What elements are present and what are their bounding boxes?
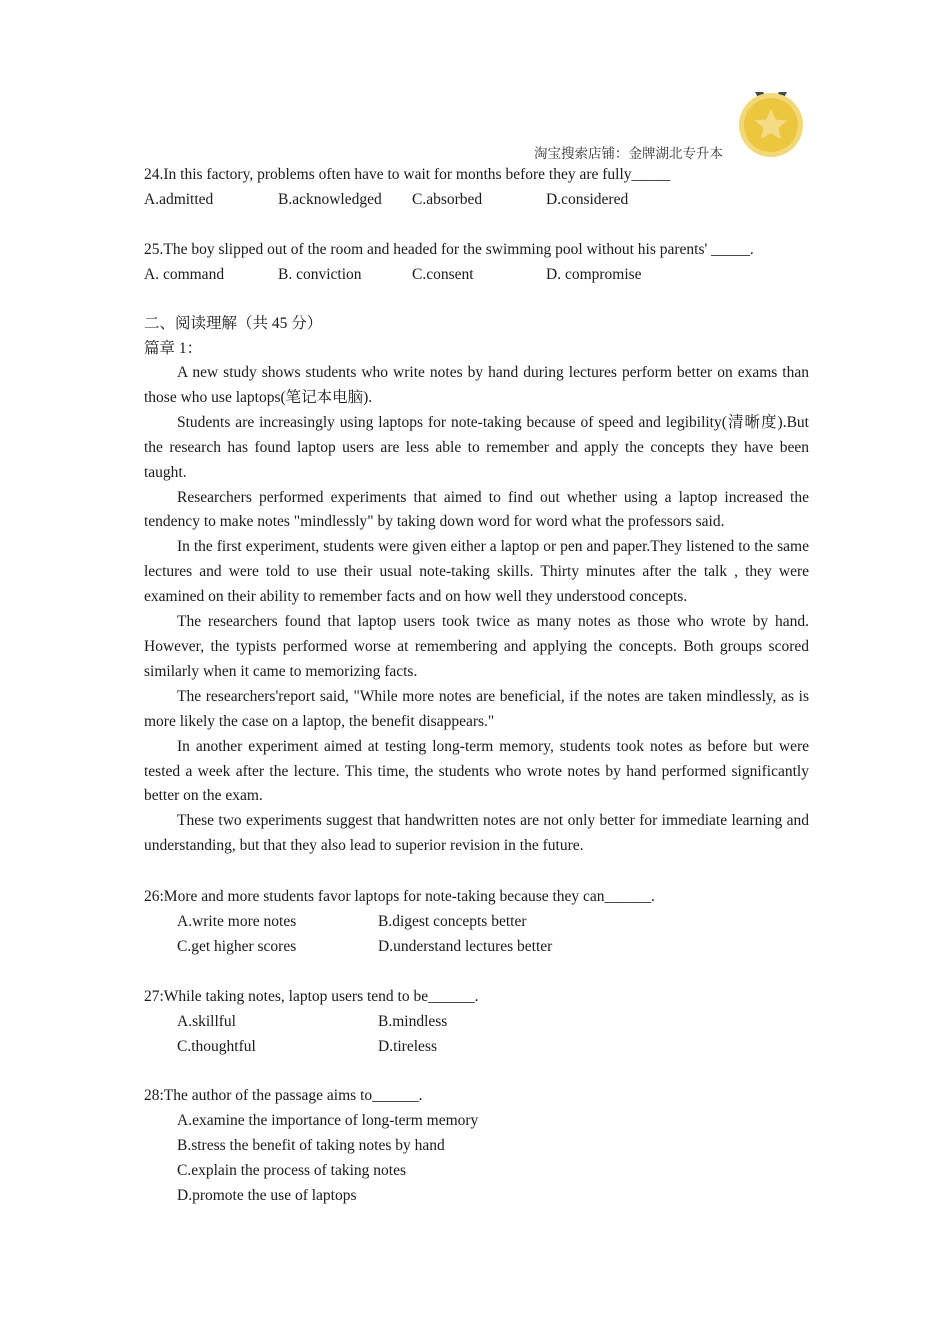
passage-paragraph: The researchers found that laptop users took twice as many notes as those who wrote by hand. However, the typists performed worse at remembering and applying the concepts. Both groups scored similarly when it came to memorizing facts. (144, 613, 809, 680)
q28-option-a: A.examine the importance of long-term memory (177, 1112, 479, 1129)
reading-passage (144, 361, 809, 859)
passage-paragraph: A new study shows students who write notes by hand during lectures perform better on exams than those who use laptops(笔记本电脑). (144, 364, 809, 406)
question-28-stem: 28:The author of the passage aims to______. (144, 1087, 423, 1104)
q24-option-d: D.considered (546, 191, 629, 208)
q25-option-c: C.consent (412, 266, 474, 283)
q26-option-a: A.write more notes (177, 913, 297, 930)
q25-option-a: A. command (144, 266, 225, 283)
shop-label: 淘宝搜索店铺：金牌湖北专升本 (534, 146, 723, 162)
question-27-stem: 27:While taking notes, laptop users tend to be______. (144, 988, 479, 1005)
q27-option-a: A.skillful (177, 1013, 236, 1030)
passage-paragraph: These two experiments suggest that handwritten notes are not only better for immediate learning and understanding, but that they also lead to superior revision in the future. (144, 812, 809, 855)
q28-option-d: D.promote the use of laptops (177, 1187, 357, 1204)
q28-option-b: B.stress the benefit of taking notes by hand (177, 1137, 445, 1154)
q27-option-b: B.mindless (378, 1013, 448, 1030)
question-24-stem: 24.In this factory, problems often have to wait for months before they are fully_____ (144, 166, 671, 183)
question-26-stem: 26:More and more students favor laptops for note-taking because they can______. (144, 888, 655, 905)
q27-option-d: D.tireless (378, 1038, 437, 1055)
question-25-stem: 25.The boy slipped out of the room and headed for the swimming pool without his parents' _____. (144, 241, 754, 258)
medal-star-icon (733, 88, 809, 158)
section-title: 二、阅读理解（共 45 分） (144, 315, 323, 332)
q24-option-b: B.acknowledged (278, 191, 382, 208)
q25-option-d: D. compromise (546, 266, 642, 283)
passage-paragraph: Researchers performed experiments that aimed to find out whether using a laptop increased the tendency to make notes "mindlessly" by taking down word for word what the professors said. (144, 488, 809, 531)
passage-paragraph: Students are increasingly using laptops for note-taking because of speed and legibility(清晰度).But the research has found laptop users are less able to remember and apply the concepts they have been taught. (144, 413, 809, 481)
q24-option-c: C.absorbed (412, 191, 483, 208)
passage-label: 篇章 1： (144, 340, 203, 357)
passage-paragraph: In another experiment aimed at testing long-term memory, students took notes as before but were tested a week after the lecture. This time, the students who wrote notes by hand performed significantly better on the exam. (144, 737, 809, 805)
q26-option-d: D.understand lectures better (378, 938, 553, 955)
q26-option-c: C.get higher scores (177, 938, 297, 955)
q27-option-c: C.thoughtful (177, 1038, 256, 1055)
q28-option-c: C.explain the process of taking notes (177, 1162, 407, 1179)
q24-option-a: A.admitted (144, 191, 214, 208)
q25-option-b: B. conviction (278, 266, 362, 283)
passage-paragraph: The researchers'report said, "While more notes are beneficial, if the notes are taken mindlessly, as is more likely the case on a laptop, the benefit disappears." (144, 687, 809, 730)
q26-option-b: B.digest concepts better (378, 913, 527, 930)
passage-paragraph: In the first experiment, students were given either a laptop or pen and paper.They listened to the same lectures and were told to use their usual note-taking skills. Thirty minutes after the talk , they were examined on their ability to remember facts and on how well they understood concepts. (144, 538, 809, 606)
